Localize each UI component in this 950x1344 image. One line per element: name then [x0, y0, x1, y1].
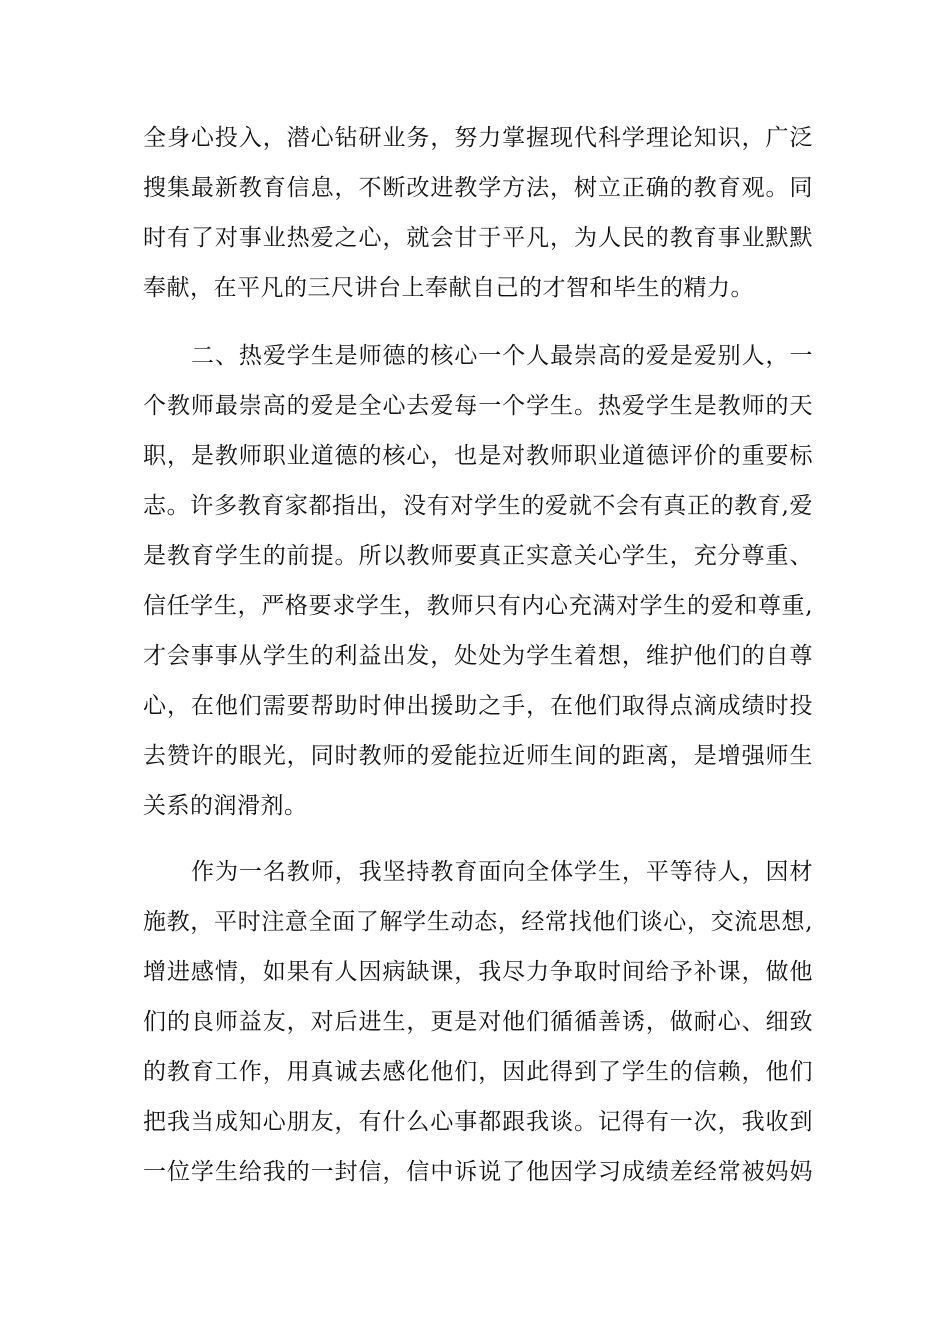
paragraph-line: 心，在他们需要帮助时伸出援助之手，在他们取得点滴成绩时投	[143, 693, 813, 719]
paragraph-line: 施教，平时注意全面了解学生动态，经常找他们谈心，交流思想,	[143, 909, 813, 935]
paragraph-1	[143, 113, 813, 313]
paragraph-line: 是教育学生的前提。所以教师要真正实意关心学生，充分尊重、	[143, 543, 813, 569]
paragraph-line: 志。许多教育家都指出，没有对学生的爱就不会有真正的教育,爱	[143, 493, 813, 519]
paragraph-line: 作为一名教师，我坚持教育面向全体学生，平等待人，因材	[191, 859, 813, 885]
paragraph-line: 二、热爱学生是师德的核心一个人最崇高的爱是爱别人，一	[191, 343, 813, 369]
paragraph-line: 时有了对事业热爱之心，就会甘于平凡，为人民的教育事业默默	[143, 225, 813, 251]
paragraph-line: 奉献，在平凡的三尺讲台上奉献自己的才智和毕生的精力。	[143, 275, 754, 301]
paragraph-line: 的教育工作，用真诚去感化他们，因此得到了学生的信赖，他们	[143, 1059, 813, 1085]
paragraph-line: 信任学生，严格要求学生，教师只有内心充满对学生的爱和尊重,	[143, 593, 813, 619]
paragraph-line: 们的良师益友，对后进生，更是对他们循循善诱，做耐心、细致	[143, 1009, 813, 1035]
paragraph-line: 才会事事从学生的利益出发，处处为学生着想，维护他们的自尊	[143, 643, 813, 669]
paragraph-line: 关系的润滑剂。	[143, 793, 308, 819]
paragraph-2	[143, 331, 813, 831]
paragraph-line: 职，是教师职业道德的核心，也是对教师职业道德评价的重要标	[143, 443, 813, 469]
paragraph-line: 去赞许的眼光，同时教师的爱能拉近师生间的距离，是增强师生	[143, 743, 813, 769]
paragraph-line: 个教师最崇高的爱是全心去爱每一个学生。热爱学生是教师的天	[143, 393, 813, 419]
paragraph-3	[143, 847, 813, 1197]
paragraph-line: 搜集最新教育信息，不断改进教学方法，树立正确的教育观。同	[143, 175, 813, 201]
paragraph-line: 全身心投入，潜心钻研业务，努力掌握现代科学理论知识，广泛	[143, 125, 813, 151]
paragraph-line: 把我当成知心朋友，有什么心事都跟我谈。记得有一次，我收到	[143, 1109, 813, 1135]
paragraph-line: 一位学生给我的一封信，信中诉说了他因学习成绩差经常被妈妈	[143, 1159, 813, 1185]
paragraph-line: 增进感情，如果有人因病缺课，我尽力争取时间给予补课，做他	[143, 959, 813, 985]
